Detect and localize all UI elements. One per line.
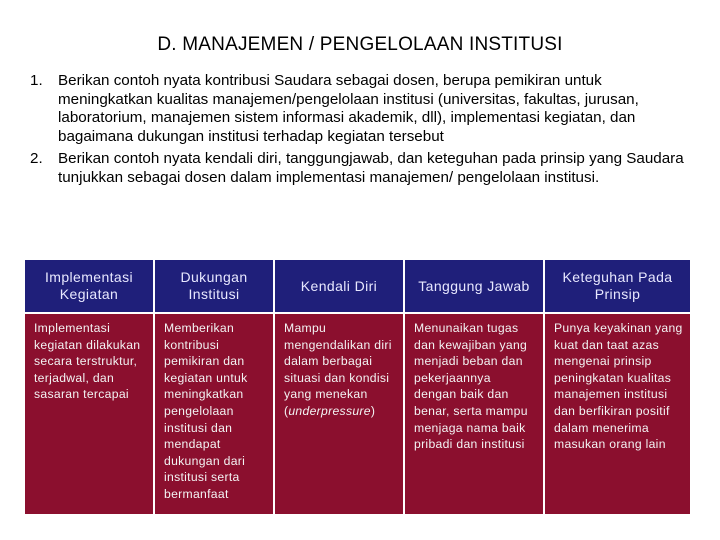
question-text: Berikan contoh nyata kontribusi Saudara sebagai dosen, berupa pemikiran untuk meningkatkan kualitas manajemen/pengelolaan institusi (universitas, fakultas, jurusan, laboratorium, manajemen sistem informasi akademik, dll), implementasi kegiatan, dan bagaimana dukungan institusi terhadap kegiatan tersebut xyxy=(58,72,639,145)
cell-kendali-diri-open-paren: ( xyxy=(284,403,289,418)
cell-kendali-diri xyxy=(274,313,404,515)
question-text: Berikan contoh nyata kendali diri, tanggungjawab, dan keteguhan pada prinsip yang Saudara tunjukkan sebagai dosen dalam implementasi manajemen/ pengelolaan institusi. xyxy=(58,150,684,186)
question-item xyxy=(30,150,700,187)
question-number: 2. xyxy=(30,150,43,168)
header-dukungan-institusi: Dukungan Institusi xyxy=(154,259,274,313)
cell-keteguhan-pada-prinsip: Punya keyakinan yang kuat dan taat azas mengenai prinsip peningkatan kualitas manajemen institusi dan berfikiran positif dalam menerima masukan orang lain xyxy=(544,313,691,515)
cell-kendali-diri-close-paren: ) xyxy=(370,403,376,418)
header-tanggung-jawab: Tanggung Jawab xyxy=(404,259,544,313)
cell-kendali-diri-italic: underpressure xyxy=(288,403,371,418)
cell-implementasi-kegiatan: Implementasi kegiatan dilakukan secara terstruktur, terjadwal, dan sasaran tercapai xyxy=(24,313,154,515)
header-kendali-diri: Kendali Diri xyxy=(274,259,404,313)
page-title: D. MANAJEMEN / PENGELOLAAN INSTITUSI xyxy=(157,34,563,55)
question-list xyxy=(30,72,700,192)
cell-kendali-diri-text: Mampu mengendalikan diri dalam berbagai situasi dan kondisi yang menekan xyxy=(284,321,392,402)
question-number: 1. xyxy=(30,72,43,89)
header-keteguhan-pada-prinsip: Keteguhan Pada Prinsip xyxy=(544,259,691,313)
cell-dukungan-institusi: Memberikan kontribusi pemikiran dan kegiatan untuk meningkatkan pengelolaan institusi dan mendapat dukungan dari institusi serta bermanfaat xyxy=(154,313,274,515)
header-implementasi-kegiatan: Implementasi Kegiatan xyxy=(24,259,154,313)
cell-tanggung-jawab: Menunaikan tugas dan kewajiban yang menjadi beban dan pekerjaannya dengan baik dan benar, serta mampu menjaga nama baik pribadi dan institusi xyxy=(404,313,544,515)
answer-table xyxy=(24,259,691,515)
question-item xyxy=(30,72,700,146)
